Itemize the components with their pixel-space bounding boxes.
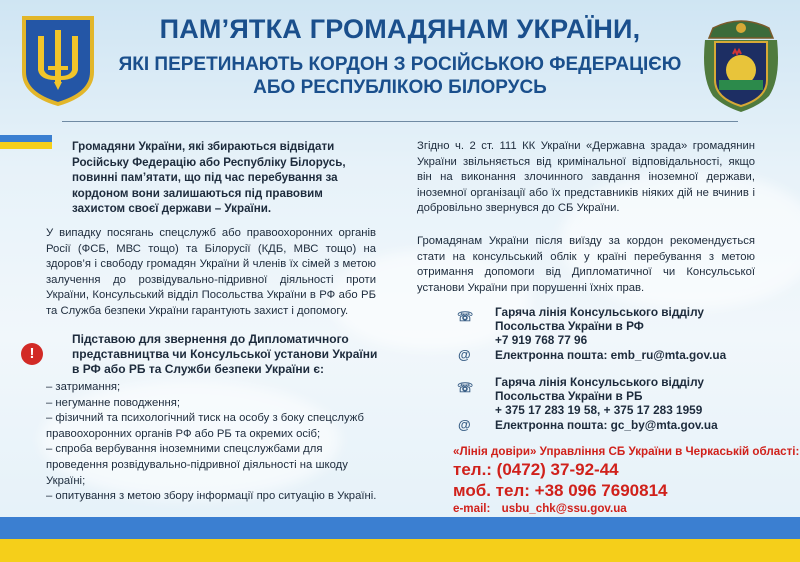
list-item: – затримання; <box>46 381 121 393</box>
registration-paragraph: Громадянам України після виїзду за кордон рекомендується стати на консульський облік у країні перебування з метою отримання допомоги від Дипломатичної чи Консульської установи України при порушенні їхніх прав. <box>417 235 755 294</box>
treason-paragraph: Згідно ч. 2 ст. 111 КК України «Державна зрада» громадянин України звільняється від кримінальної відповідальності, якщо він на виконання злочинного завдання іноземної держави, іноземної організації або їх представників ніяких дій не вчинив і добровільно звернувся до СБ України. <box>417 140 755 215</box>
phone-icon: ☏ <box>457 309 474 324</box>
hotline-email-label: e-mail: <box>453 502 491 515</box>
email-icon: @ <box>458 347 471 362</box>
side-stripe-yellow <box>0 142 52 149</box>
list-item: – негуманне поводження; <box>46 396 181 409</box>
coat-of-arms-icon <box>20 14 96 108</box>
email-icon: @ <box>458 417 471 432</box>
subtitle-line-1: ЯКІ ПЕРЕТИНАЮТЬ КОРДОН З РОСІЙСЬКОЮ ФЕДЕРАЦІЄЮ <box>118 54 682 75</box>
hotline-tel[interactable]: тел.: (0472) 37-92-44 <box>453 460 619 479</box>
hotline-mobile[interactable]: моб. тел: +38 096 7690814 <box>453 481 668 500</box>
treason-paragraph-block <box>417 139 755 217</box>
contact-by-line1: Гаряча лінія Консульського відділу <box>495 375 704 389</box>
contact-ru-email[interactable]: Електронна пошта: emb_ru@mta.gov.ua <box>495 348 727 362</box>
contact-ru-phone[interactable]: +7 919 768 77 96 <box>495 333 588 347</box>
protection-paragraph: У випадку посягань спецслужб або правоохоронних органів Росії (ФСБ, МВС тощо) та Білорусії (КДБ, МВС тощо) на здоров’я і свободу громадян України й членів їх сімей з метою залучення до розвідувально-підривної діяльності проти України, Консульський відділ Посольства України в РФ або РБ та Служба безпеки України гарантують захист і допомогу. <box>46 227 376 317</box>
flag-stripe-blue <box>0 517 800 539</box>
page-title: ПАМ’ЯТКА ГРОМАДЯНАМ УКРАЇНИ, <box>159 14 641 44</box>
hotline-email[interactable]: usbu_chk@ssu.gov.ua <box>501 502 627 515</box>
contact-by-phone[interactable]: + 375 17 283 19 58, + 375 17 283 1959 <box>495 403 703 417</box>
contact-ru <box>495 305 704 347</box>
contact-ru-line1: Гаряча лінія Консульського відділу <box>495 305 704 319</box>
intro-paragraph: Громадяни України, які збираються відвідати Російську Федерацію або Республіку Білорусь, повинні пам’ятати, що під час перебування за кордоном вони залишаються під правовим захистом своєї держави – України. <box>72 140 346 216</box>
list-item: – спроба вербування іноземними спецслужбами для проведення розвідувально-підривної діяльності на шкоду Україні; <box>46 443 348 487</box>
hotline-header: «Лінія довіри» Управління СБ України в Черкаській області: <box>453 445 800 458</box>
registration-paragraph-block <box>417 234 755 296</box>
contact-by-line2: Посольства України в РБ <box>495 389 643 403</box>
page-subtitle <box>100 53 700 99</box>
alert-icon: ! <box>21 343 43 365</box>
hotline-email-row <box>453 502 627 515</box>
flag-stripe-yellow <box>0 539 800 562</box>
side-stripe-blue <box>0 135 52 142</box>
title-divider <box>62 121 738 122</box>
protection-paragraph-block <box>46 226 376 320</box>
list-item: – опитування з метою збору інформації про ситуацію в Україні. <box>46 490 377 503</box>
contact-by <box>495 375 704 417</box>
phone-icon: ☏ <box>457 380 474 395</box>
regional-emblem-icon <box>703 18 779 114</box>
subtitle-line-2: АБО РЕСПУБЛІКОЮ БІЛОРУСЬ <box>253 77 547 98</box>
grounds-heading: Підставою для звернення до Дипломатичного представництва чи Консульської установи України в РФ або РБ та Служби безпеки України є: <box>72 332 378 376</box>
contact-ru-line2: Посольства України в РФ <box>495 319 644 333</box>
left-column <box>72 139 374 217</box>
grounds-list <box>46 380 378 505</box>
contact-by-email[interactable]: Електронна пошта: gc_by@mta.gov.ua <box>495 418 718 432</box>
list-item: – фізичний та психологічний тиск на особу з боку спецслужб правоохоронних органів РФ або РБ та окремих осіб; <box>46 412 364 440</box>
